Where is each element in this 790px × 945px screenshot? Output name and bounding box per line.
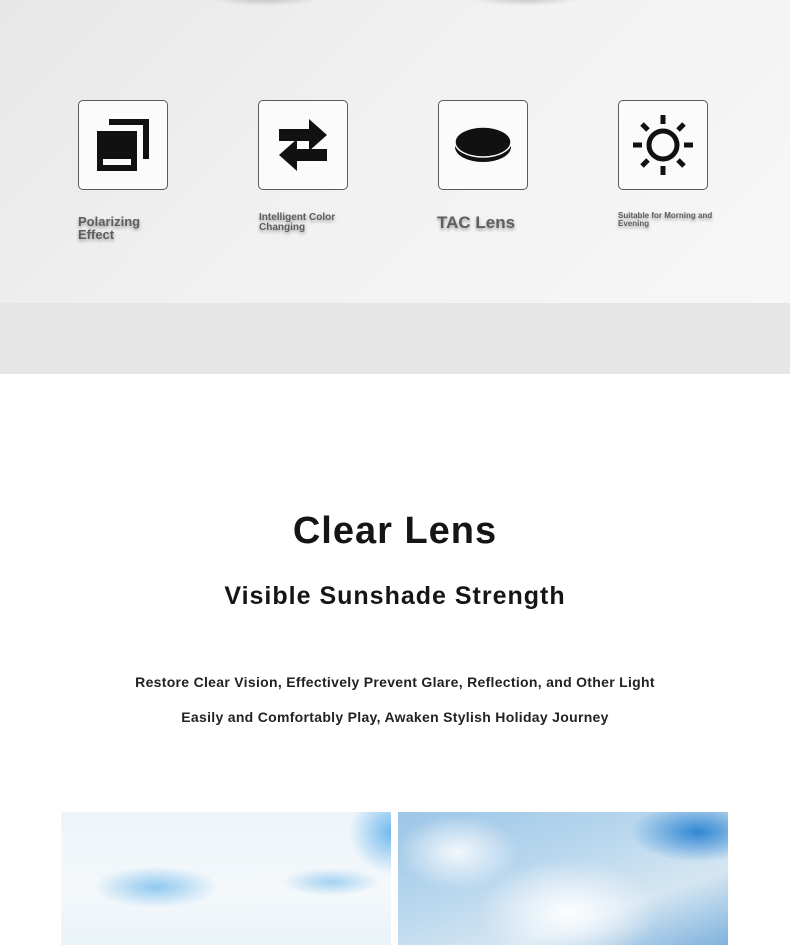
feature-label-morning-evening: Suitable for Morning and Evening [618, 211, 713, 228]
section-subtitle: Visible Sunshade Strength [224, 582, 566, 610]
color-change-arrows-icon [275, 115, 331, 175]
feature-color-changing [258, 100, 348, 190]
features-panel [0, 0, 790, 303]
section-title: Clear Lens [292, 510, 498, 552]
product-shadow-left [210, 0, 320, 6]
polarizing-icon [93, 115, 153, 175]
section-description-line-1: Restore Clear Vision, Effectively Prevent Glare, Reflection, and Other Light [135, 674, 655, 690]
feature-label-polarizing: Polarizing Effect [78, 214, 141, 242]
feature-polarizing [78, 100, 168, 190]
divider-band [0, 303, 790, 374]
sky-photo-right [398, 812, 728, 945]
lens-disc-icon [453, 125, 513, 165]
feature-tac-lens [438, 100, 528, 190]
sky-photo-left [61, 812, 391, 945]
feature-morning-evening [618, 100, 708, 190]
sun-icon [631, 113, 695, 177]
product-shadow-right [470, 0, 580, 6]
feature-label-color-changing: Intelligent Color Changing [259, 212, 336, 233]
feature-label-tac-lens: TAC Lens [437, 213, 516, 232]
section-description-line-2: Easily and Comfortably Play, Awaken Stylish Holiday Journey [181, 709, 609, 725]
